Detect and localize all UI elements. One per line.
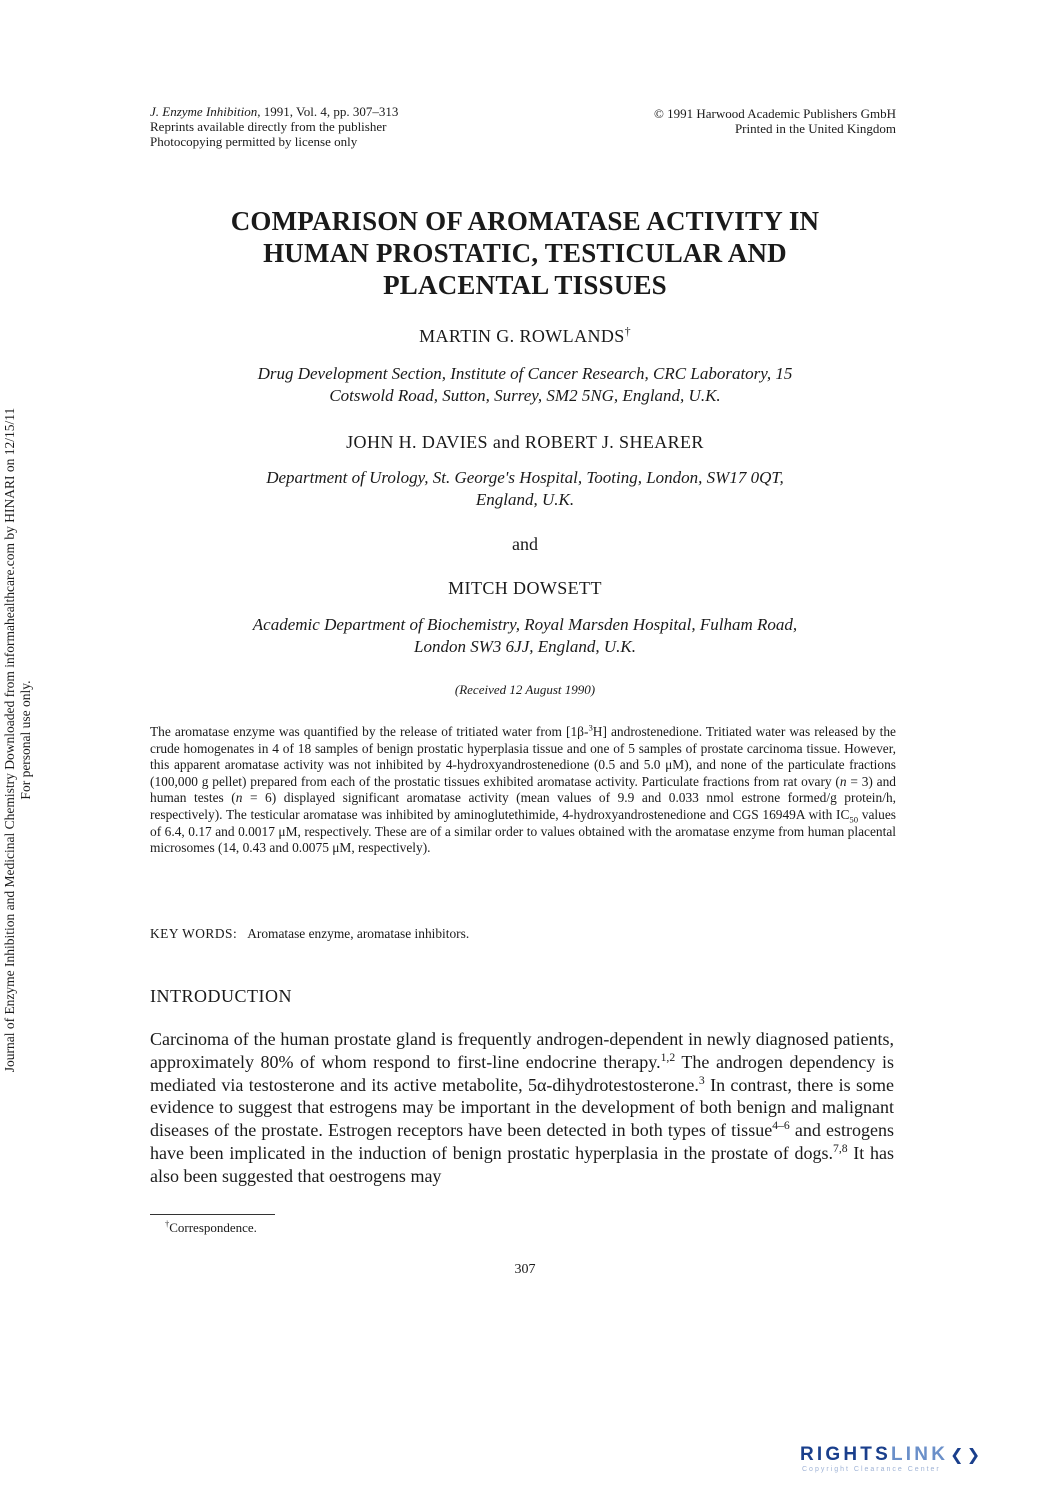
author-dowsett: MITCH DOWSETT — [448, 578, 602, 598]
affiliation-line: Cotswold Road, Sutton, Surrey, SM2 5NG, England, U.K. — [329, 386, 721, 405]
rightslink-logo: RIGHTSLINK ❮❯ Copyright Clearance Center — [800, 1444, 984, 1473]
affiliation-line: Department of Urology, St. George's Hospital, Tooting, London, SW17 0QT, — [266, 468, 784, 487]
citation-ref: 4–6 — [772, 1119, 790, 1133]
introduction-paragraph: Carcinoma of the human prostate gland is frequently androgen-dependent in newly diagnosed patients, approximately 80% of whom respond to first-line endocrine therapy.$^{1,2}$ The androgen dependency is mediated via testosterone and its active metabolite, 5α-dihydrotestosterone.$^3$ In contrast, there is some evidence to suggest that estrogens may be important in the development of both benign and malignant diseases of the prostate. Estrogen receptors have been detected in both types of tissue$^{4-6}$ and estrogens have been implicated in the induction of benign prostatic hyperplasia in the prostate of dogs.$^{7,8}$ It has also been suggested that oestrogens may — [150, 1029, 894, 1186]
citation-ref: 1,2 — [660, 1050, 676, 1064]
title-line: COMPARISON OF AROMATASE ACTIVITY IN — [230, 206, 820, 236]
affiliation-line: England, U.K. — [475, 490, 575, 509]
abstract: The aromatase enzyme was quantified by the release of tritiated water from [1β-$^3$H] androstenedione. Tritiated water was released by the crude homogenates in 4 of 18 samples of benign prostatic hyperplasia tissue and one of 5 samples of prostate carcinoma tissue. However, this apparent aromatase activity was not inhibited by 4-hydroxyandrostenedione (0.5 and 5.0 μM), and none of the particulate fractions (100,000 g pellet) prepared from each of the prostatic tissues exhibited aromatase activity. Particulate fractions from rat ovary (n = 3) and human testes (n = 6) displayed significant aromatase activity (mean values of 9.9 and 0.033 nmol estrone formed/g protein/h, respectively). The testicular aromatase was inhibited by aminoglutethimide, 4-hydroxyandrostenedione and CGS 16949A with $IC_{50}$ values of 6.4, 0.17 and 0.0017 μM, respectively. These are of a similar order to values obtained with the aromatase enzyme from human placental microsomes (14, 0.43 and 0.0075 μM, respectively). — [150, 722, 897, 856]
title-line: HUMAN PROSTATIC, TESTICULAR AND — [263, 238, 787, 268]
affiliation-line: Drug Development Section, Institute of Cancer Research, CRC Laboratory, 15 — [257, 364, 793, 383]
author-rowlands — [150, 326, 900, 347]
affiliation-line: Academic Department of Biochemistry, Royal Marsden Hospital, Fulham Road, — [252, 615, 798, 634]
journal-citation — [150, 104, 398, 119]
keywords-label: KEY WORDS: — [150, 926, 238, 941]
affiliation-royal-marsden — [150, 614, 900, 658]
reprints-note: Reprints available directly from the publisher — [150, 119, 387, 134]
title-line: PLACENTAL TISSUES — [383, 270, 667, 300]
journal-details: , 1991, Vol. 4, pp. 307–313 — [257, 104, 399, 119]
journal-name: J. Enzyme Inhibition — [150, 104, 258, 119]
author-davies-shearer: JOHN H. DAVIES and ROBERT J. SHEARER — [346, 432, 704, 452]
photocopying-note: Photocopying permitted by license only — [150, 134, 358, 149]
article-title — [150, 205, 900, 301]
page-number: 307 — [514, 1262, 536, 1277]
keywords — [150, 926, 469, 942]
affiliation-line: London SW3 6JJ, England, U.K. — [414, 637, 636, 656]
author-name: MARTIN G. ROWLANDS — [419, 326, 625, 346]
copyright-note: © 1991 Harwood Academic Publishers GmbH — [653, 106, 896, 121]
link-arrows-icon: ❮❯ — [950, 1447, 984, 1464]
received-date: (Received 12 August 1990) — [454, 682, 596, 697]
publisher-header — [654, 106, 896, 136]
citation-ref: 3 — [698, 1073, 705, 1087]
citation-ref: 7,8 — [833, 1141, 848, 1155]
journal-header — [150, 104, 398, 149]
affiliation-icr — [150, 363, 900, 407]
correspondence-mark: † — [624, 325, 631, 338]
affiliation-st-georges — [150, 467, 900, 511]
footnote-mark: † — [165, 1218, 170, 1229]
section-heading-introduction: INTRODUCTION — [150, 986, 292, 1006]
keywords-text: Aromatase enzyme, aromatase inhibitors. — [247, 926, 470, 941]
footnote: †Correspondence. — [165, 1218, 257, 1235]
printed-note: Printed in the United Kingdom — [734, 121, 896, 136]
and-separator: and — [512, 534, 538, 554]
footnote-divider — [150, 1214, 275, 1215]
download-watermark: Journal of Enzyme Inhibition and Medicinal Chemistry Downloaded from informahealthcare.com by HINARI on 12/15/11 For personal use only. — [2, 407, 33, 1073]
